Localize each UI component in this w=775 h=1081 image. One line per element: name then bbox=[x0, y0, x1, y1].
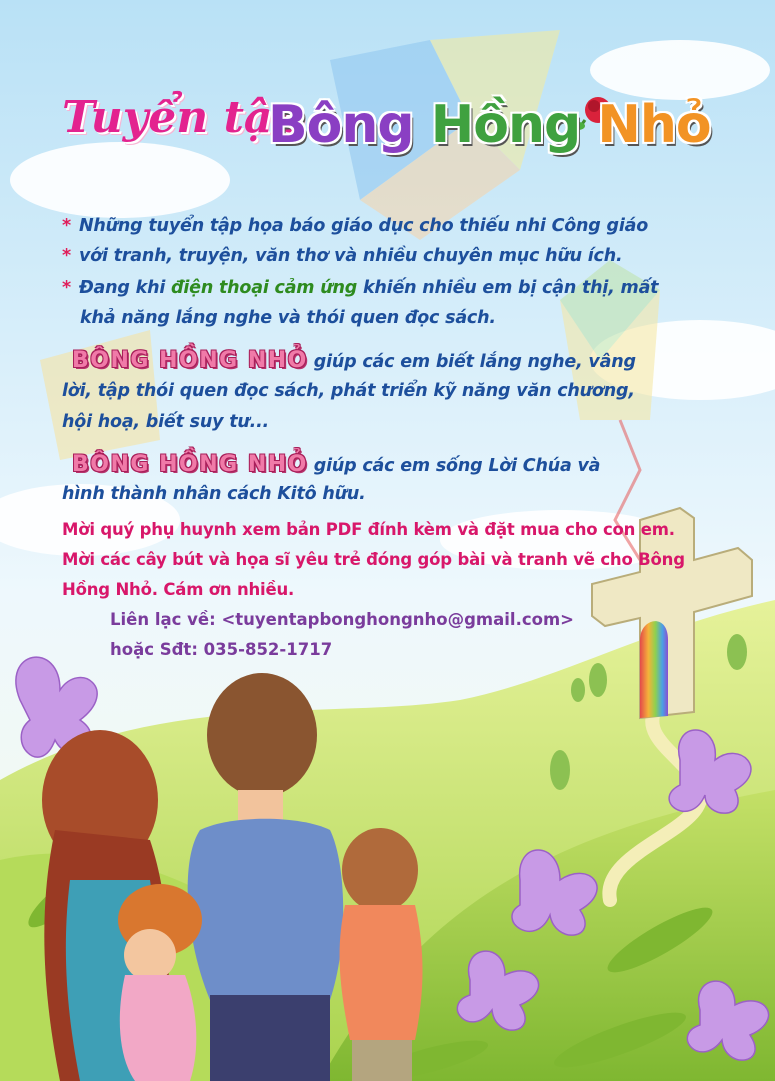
title-brand bbox=[268, 95, 711, 155]
title-script: Tuyển tập bbox=[62, 92, 304, 143]
para2-brand: BÔNG HỒNG NHỎ bbox=[72, 452, 308, 477]
bullet-3 bbox=[62, 278, 658, 298]
bullet-3-highlight: điện thoại cảm ứng bbox=[171, 278, 358, 298]
bullet-star: * bbox=[62, 216, 71, 236]
bullet-2-text: với tranh, truyện, văn thơ và nhiều chuyên mục hữu ích. bbox=[78, 246, 623, 266]
bullet-3-line2: khả năng lắng nghe và thói quen đọc sách. bbox=[80, 308, 496, 328]
title-brand-word-3: Nhỏ bbox=[597, 95, 711, 155]
para1-line1-text: giúp các em biết lắng nghe, vâng bbox=[307, 352, 636, 372]
para1-line2: lời, tập thói quen đọc sách, phát triển kỹ năng văn chương, bbox=[62, 381, 635, 401]
bullet-star: * bbox=[62, 246, 71, 266]
invite-line2: Mời các cây bút và họa sĩ yêu trẻ đóng góp bài và tranh vẽ cho Bông bbox=[62, 550, 685, 569]
bullet-1 bbox=[62, 216, 648, 236]
para1-line1 bbox=[72, 348, 636, 373]
bullet-2 bbox=[62, 246, 622, 266]
para2-line2: hình thành nhân cách Kitô hữu. bbox=[62, 484, 366, 504]
para1-brand: BÔNG HỒNG NHỎ bbox=[72, 348, 308, 373]
bullet-3-pre: Đang khi bbox=[78, 278, 172, 298]
invite-line3: Hồng Nhỏ. Cám ơn nhiều. bbox=[62, 580, 295, 599]
contact-email[interactable]: Liên lạc về: <tuyentapbonghongnho@gmail.com> bbox=[110, 610, 574, 629]
title-brand-word-1: Bông bbox=[268, 95, 414, 155]
bullet-3-post: khiến nhiều em bị cận thị, mất bbox=[357, 278, 659, 298]
bullet-1-text: Những tuyển tập họa báo giáo dục cho thiếu nhi Công giáo bbox=[78, 216, 649, 236]
para1-line3: hội hoạ, biết suy tư... bbox=[62, 412, 269, 432]
title-brand-word-2: Hồng bbox=[430, 95, 581, 155]
bullet-star: * bbox=[62, 278, 71, 298]
invite-line1: Mời quý phụ huynh xem bản PDF đính kèm và đặt mua cho con em. bbox=[62, 520, 675, 539]
para2-line1 bbox=[72, 452, 600, 477]
para2-line1-text: giúp các em sống Lời Chúa và bbox=[307, 456, 601, 476]
contact-phone[interactable]: hoặc Sđt: 035-852-1717 bbox=[110, 640, 333, 659]
